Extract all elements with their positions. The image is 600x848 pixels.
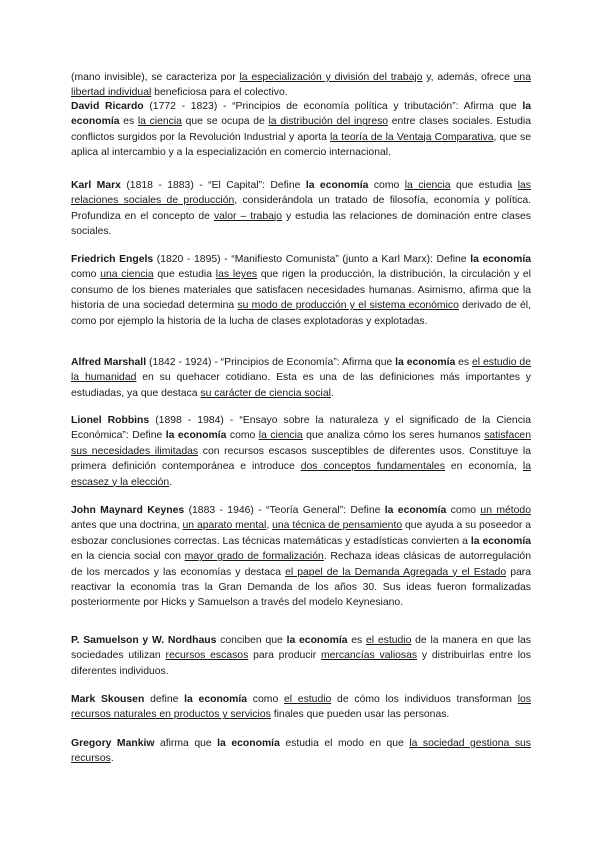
bold-term: la economía — [71, 101, 531, 128]
underlined-phrase: el papel de la Demanda Agregada y el Estado — [285, 566, 507, 578]
text-run: derivado de él, como por ejemplo la historia de la lucha de clases explotadoras y explotadas. — [71, 300, 531, 327]
bold-term: Mark Skousen — [71, 694, 145, 705]
text-run: (1820 - 1895) - “Manifiesto Comunista” (junto a Karl Marx): Define — [153, 254, 471, 265]
bold-term: David Ricardo — [71, 101, 144, 112]
text-run: como — [368, 180, 405, 191]
text-run: (1898 - 1984) - “Ensayo sobre la naturaleza y el significado de la Ciencia Económica”: Define — [71, 415, 531, 442]
underlined-phrase: la sociedad gestiona sus recursos — [71, 738, 531, 765]
text-run: de la manera en que las sociedades utilizan — [71, 635, 531, 662]
underlined-phrase: un aparato mental — [182, 520, 267, 532]
text-run: estudia el modo en que — [279, 738, 410, 749]
text-run: en su quehacer cotidiano. Esta es una de las definiciones más importantes y estudiadas, ya que destaca — [71, 372, 531, 399]
bold-term: Karl Marx — [71, 180, 121, 191]
underlined-phrase: la escasez y la elección — [71, 461, 531, 488]
paragraph-ricardo — [71, 99, 531, 161]
underlined-phrase: la ciencia — [137, 116, 182, 128]
bold-term: la economía — [470, 535, 531, 547]
underlined-phrase: el estudio — [283, 694, 332, 705]
underlined-phrase: recursos escasos — [165, 650, 249, 662]
paragraph-mankiw — [71, 736, 531, 767]
underlined-phrase: la especialización y división del trabajo — [239, 72, 423, 83]
underlined-phrase: su modo de producción y el sistema económico — [237, 300, 459, 312]
text-run: como — [247, 694, 284, 705]
bold-term: la economía — [384, 505, 447, 516]
bold-term: la economía — [305, 180, 369, 191]
bold-term: Friedrich Engels — [71, 254, 154, 265]
text-run: finales que pueden usar las personas. — [270, 709, 450, 721]
underlined-phrase: el estudio de la humanidad — [71, 357, 531, 384]
underlined-phrase: las relaciones sociales de producción — [71, 180, 531, 207]
text-run: define — [144, 694, 185, 705]
bold-term: Lionel Robbins — [71, 415, 150, 426]
text-run: . Rechaza ideas clásicas de autorregulación de los mercados y las economías y destaca — [71, 551, 531, 578]
text-run: (1883 - 1946) - “Teoría General”: Define — [184, 505, 385, 516]
text-run: conciben que — [216, 635, 287, 646]
underlined-phrase: valor – trabajo — [213, 210, 282, 222]
text-run: en la ciencia social con — [71, 551, 185, 563]
bold-term: P. Samuelson y W. Nordhaus — [71, 635, 217, 646]
underlined-phrase: el estudio — [366, 635, 412, 646]
text-run: para producir — [248, 650, 322, 662]
underlined-phrase: la teoría de la Ventaja Comparativa — [329, 131, 494, 143]
text-run: es — [455, 357, 473, 368]
paragraph-samuelson — [71, 633, 531, 679]
text-run: que ayuda a su poseedor a esbozar conclusiones correctas. Las técnicas matemáticas y estadísticas convierten a — [71, 520, 532, 547]
text-run: , que se aplica al intercambio y a la especialización en comercio internacional. — [71, 131, 531, 159]
paragraph-keynes — [71, 503, 531, 611]
text-run: como — [446, 505, 481, 516]
bold-term: la economía — [395, 357, 456, 368]
underlined-phrase: una técnica de pensamiento — [272, 520, 403, 532]
text-run: que analiza cómo los seres humanos — [302, 430, 485, 442]
bold-term: Gregory Mankiw — [71, 738, 155, 749]
bold-term: la economía — [470, 254, 531, 265]
underlined-phrase: satisfacen sus necesidades ilimitadas — [71, 430, 531, 457]
text-run: es — [119, 116, 138, 128]
underlined-phrase: la ciencia — [258, 430, 303, 442]
text-run: en economía, — [444, 461, 523, 473]
text-run: que estudia — [450, 180, 518, 191]
text-run: antes que una doctrina, — [71, 520, 183, 532]
underlined-phrase: la distribución del ingreso — [268, 116, 389, 128]
text-run: que rigen la producción, la distribución, la circulación y el consumo de los bienes materiales que satisfacen necesidades humanas. Asimismo, afirma que la historia de una sociedad determina — [71, 269, 531, 312]
text-run: de cómo los individuos transforman — [331, 694, 518, 705]
underlined-phrase: una ciencia — [100, 269, 154, 281]
paragraph-marshall — [71, 355, 531, 401]
text-run: , — [266, 520, 273, 532]
underlined-phrase: mayor grado de formalización — [184, 551, 324, 563]
text-run: es — [347, 635, 367, 646]
text-run: como — [71, 269, 101, 281]
paragraph-intro — [71, 70, 531, 101]
underlined-phrase: mercancías valiosas — [321, 650, 418, 662]
text-run: y distribuirlas entre los diferentes individuos. — [71, 650, 531, 677]
text-run: y, además, ofrece — [422, 72, 514, 83]
underlined-phrase: dos conceptos fundamentales — [300, 461, 445, 473]
bold-term: la economía — [286, 635, 348, 646]
paragraph-engels — [71, 252, 531, 329]
underlined-phrase: las leyes — [215, 269, 258, 281]
text-run: (1818 - 1883) - “El Capital”: Define — [120, 180, 306, 191]
bold-term: John Maynard Keynes — [71, 505, 185, 516]
text-run: con recursos escasos susceptibles de diferentes usos. Constituye la primera definición contemporánea e introduce — [71, 445, 531, 473]
text-run: (1842 - 1924) - “Principios de Economía”: Afirma que — [146, 357, 396, 368]
text-run: . — [110, 753, 114, 765]
text-run: afirma que — [154, 738, 218, 749]
paragraph-robbins — [71, 413, 531, 490]
text-run: para reactivar la economía tras la Gran Demanda de los años 30. Sus ideas fueron formalizadas posteriormente por Hicks y Samuelson a través del modelo Keynesiano. — [71, 566, 531, 609]
text-run: . — [169, 476, 173, 488]
underlined-phrase: los recursos naturales en productos y servicios — [71, 694, 531, 721]
paragraph-marx — [71, 178, 531, 240]
underlined-phrase: una libertad individual — [71, 72, 531, 99]
text-run: (mano invisible), se caracteriza por — [71, 72, 240, 83]
paragraph-skousen — [71, 692, 531, 723]
text-run: entre clases sociales. Estudia conflictos surgidos por la Revolución Industrial y aporta — [71, 116, 531, 143]
bold-term: Alfred Marshall — [71, 357, 147, 368]
underlined-phrase: la ciencia — [404, 180, 451, 191]
bold-term: la economía — [184, 694, 248, 705]
text-run: que estudia — [153, 269, 216, 281]
text-run: como — [226, 430, 259, 442]
text-run: y estudia las relaciones de dominación entre clases sociales. — [71, 210, 531, 238]
bold-term: la economía — [217, 738, 280, 749]
text-run: (1772 - 1823) - “Principios de economía política y tributación”: Afirma que — [143, 101, 523, 112]
text-run: beneficiosa para el colectivo. — [151, 87, 288, 99]
text-run: que se ocupa de — [181, 116, 269, 128]
underlined-phrase: su carácter de ciencia social — [200, 387, 331, 399]
text-run: . — [330, 387, 334, 399]
underlined-phrase: un método — [480, 505, 531, 516]
text-run: , considerándola un tratado de filosofía, economía y política. Profundiza en el concepto de — [71, 195, 531, 222]
bold-term: la economía — [165, 430, 227, 442]
